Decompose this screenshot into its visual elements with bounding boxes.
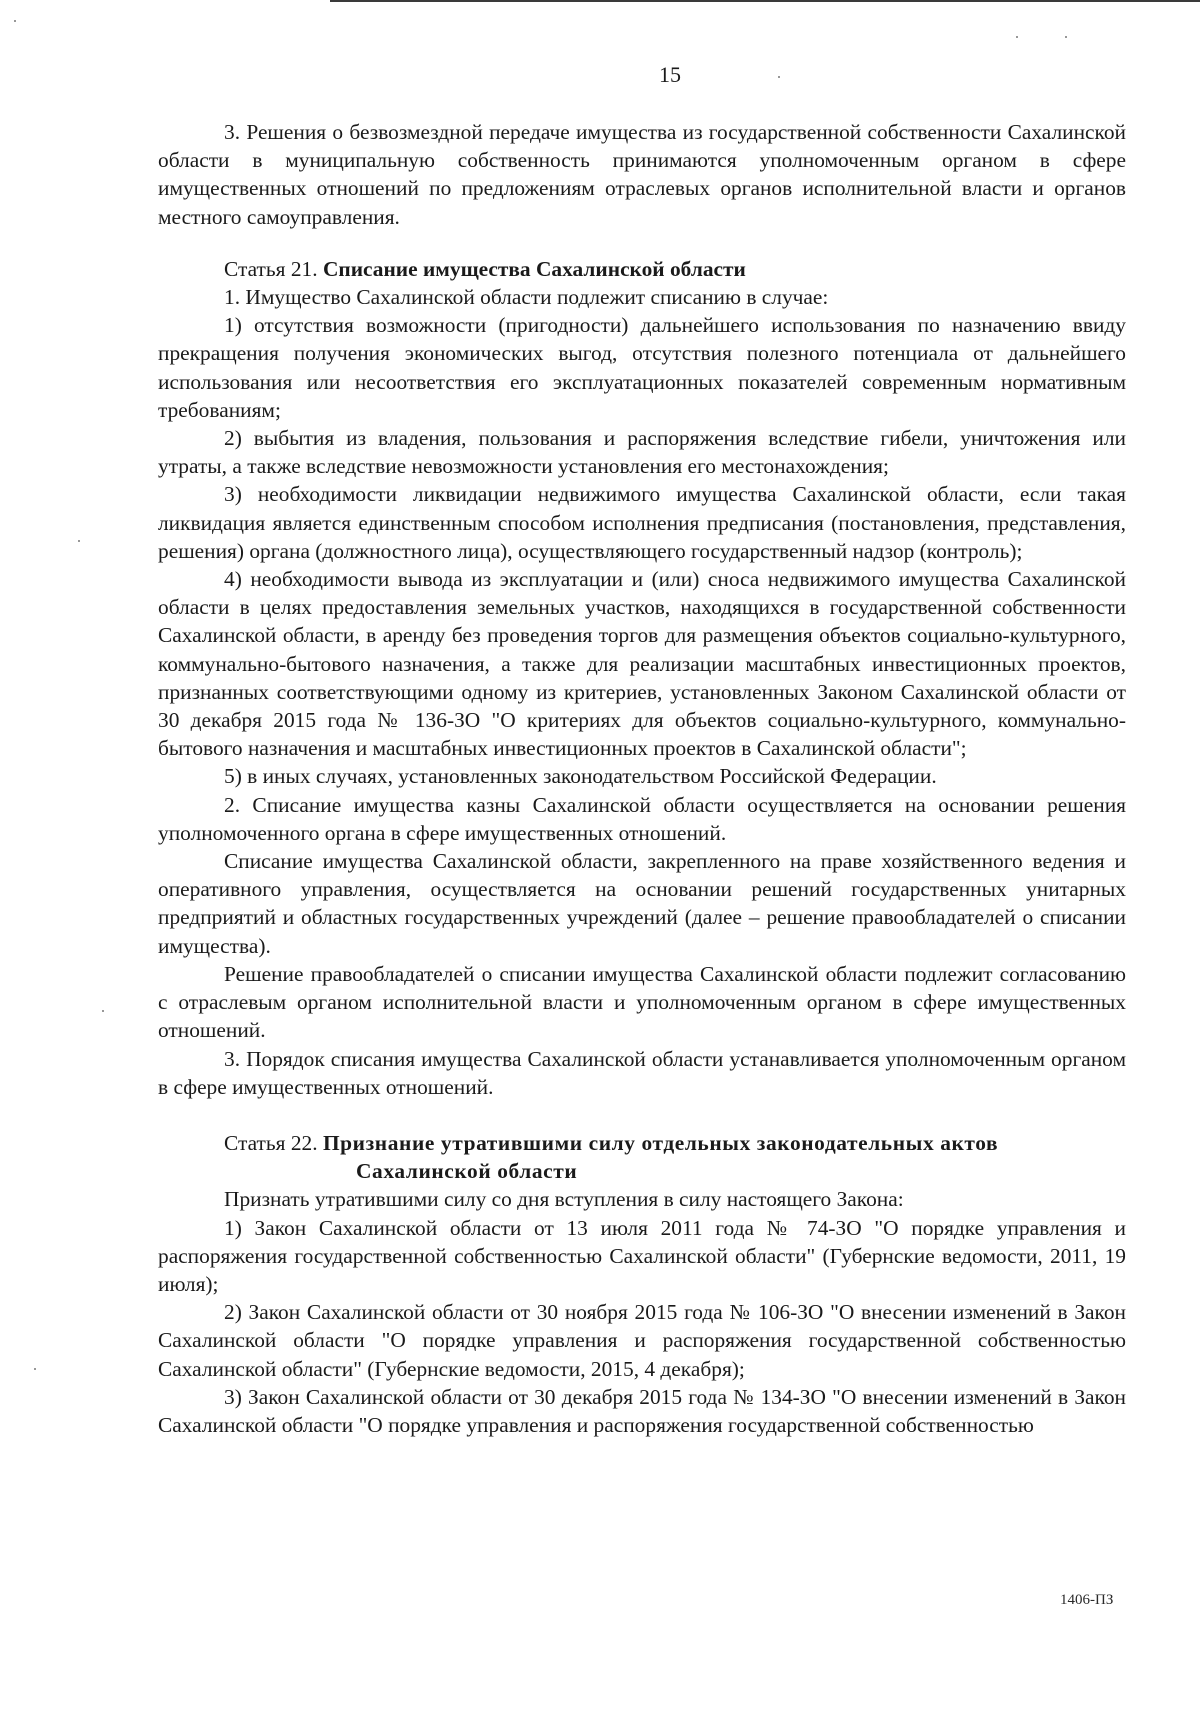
article-21-paragraph: Решение правообладателей о списании имущества Сахалинской области подлежит согласованию с отраслевым органом исполнительной власти и уполномоченным органом в сфере имущественных отношений.: [158, 961, 1126, 1043]
article-21-heading: [158, 255, 1126, 283]
article-21-paragraph: 4) необходимости вывода из эксплуатации и (или) сноса недвижимого имущества Сахалинской области в целях предоставления земельных участков, находящихся в государственной собственности Сахалинской области, в аренду без проведения торгов для размещения объектов социально-культурного, коммунально-бытового назначения, а также для реализации масштабных инвестиционных проектов, признанных соответствующими одному из критериев, установленных Законом Сахалинской области от 30 декабря 2015 года № 136-ЗО "О критериях для объектов социально-культурного, коммунально-бытового назначения и масштабных инвестиционных проектов в Сахалинской области";: [158, 567, 1126, 761]
scan-speck: [1065, 36, 1067, 38]
scan-speck: [78, 540, 80, 542]
article-22-paragraph: 3) Закон Сахалинской области от 30 декабря 2015 года № 134-ЗО "О внесении изменений в Закон Сахалинской области "О порядке управления и распоряжения государственной собственностью: [158, 1384, 1126, 1437]
article-21-paragraph: 1. Имущество Сахалинской области подлежит списанию в случае:: [224, 285, 829, 310]
article-21-paragraph: 2) выбытия из владения, пользования и распоряжения вследствие гибели, уничтожения или утраты, а также вследствие невозможности установления его местонахождения;: [158, 426, 1126, 479]
scan-speck: [102, 1010, 104, 1012]
article-21-paragraph: 1) отсутствия возможности (пригодности) дальнейшего использования по назначению ввиду прекращения получения экономических выгод, отсутствия полезного потенциала от дальнейшего использования или несоответствия его эксплуатационных показателей современным нормативным требованиям;: [158, 313, 1126, 422]
article-22-heading: [158, 1129, 1126, 1185]
page-number: 15: [659, 62, 681, 87]
scan-speck: [778, 76, 780, 78]
article-21-paragraph: Списание имущества Сахалинской области, закрепленного на праве хозяйственного ведения и оперативного управления, осуществляется на основании решений государственных унитарных предприятий и областных государственных учреждений (далее – решение правообладателей о списании имущества).: [158, 849, 1126, 958]
scan-speck: [1016, 36, 1018, 38]
article-21-paragraph: 3. Порядок списания имущества Сахалинской области устанавливается уполномоченным органом в сфере имущественных отношений.: [158, 1046, 1126, 1099]
scan-speck: [14, 20, 16, 22]
article-22-paragraph: Признать утратившими силу со дня вступления в силу настоящего Закона:: [224, 1187, 904, 1212]
article-21-paragraph: 5) в иных случаях, установленных законодательством Российской Федерации.: [224, 764, 937, 789]
article-22-label: Статья 22.: [224, 1130, 318, 1155]
article-21-paragraph: 3) необходимости ликвидации недвижимого имущества Сахалинской области, если такая ликвидация является единственным способом исполнения предписания (постановления, представления, решения) органа (должностного лица), осуществляющего государственный надзор (контроль);: [158, 482, 1126, 563]
scan-speck: [34, 1368, 36, 1370]
scan-top-border: [330, 0, 1200, 2]
article-22-paragraph: 1) Закон Сахалинской области от 13 июля 2011 года № 74-ЗО "О порядке управления и распоряжения государственной собственностью Сахалинской области" (Губернские ведомости, 2011, 19 июля);: [158, 1215, 1126, 1296]
article-21-label: Статья 21.: [224, 256, 318, 281]
article-22-title-line1: Признание утратившими силу отдельных законодательных актов: [322, 1130, 999, 1155]
article-22-title-line2: Сахалинской области: [356, 1159, 578, 1184]
article-21-title: Списание имущества Сахалинской области: [322, 256, 746, 281]
document-body: [158, 118, 1126, 1439]
paragraph-transfer-decisions: 3. Решения о безвозмездной передаче имущества из государственной собственности Сахалинской области в муниципальную собственность принимаются уполномоченным органом в сфере имущественных отношений по предложениям отраслевых органов исполнительной власти и органов местного самоуправления.: [158, 120, 1126, 229]
article-21-paragraph: 2. Списание имущества казны Сахалинской области осуществляется на основании решения уполномоченного органа в сфере имущественных отношений.: [158, 792, 1126, 845]
document-code: 1406-ПЗ: [1060, 1592, 1114, 1608]
article-22-paragraph: 2) Закон Сахалинской области от 30 ноября 2015 года № 106-ЗО "О внесении изменений в Закон Сахалинской области "О порядке управления и распоряжения государственной собственностью Сахалинской области" (Губернские ведомости, 2015, 4 декабря);: [158, 1300, 1126, 1381]
